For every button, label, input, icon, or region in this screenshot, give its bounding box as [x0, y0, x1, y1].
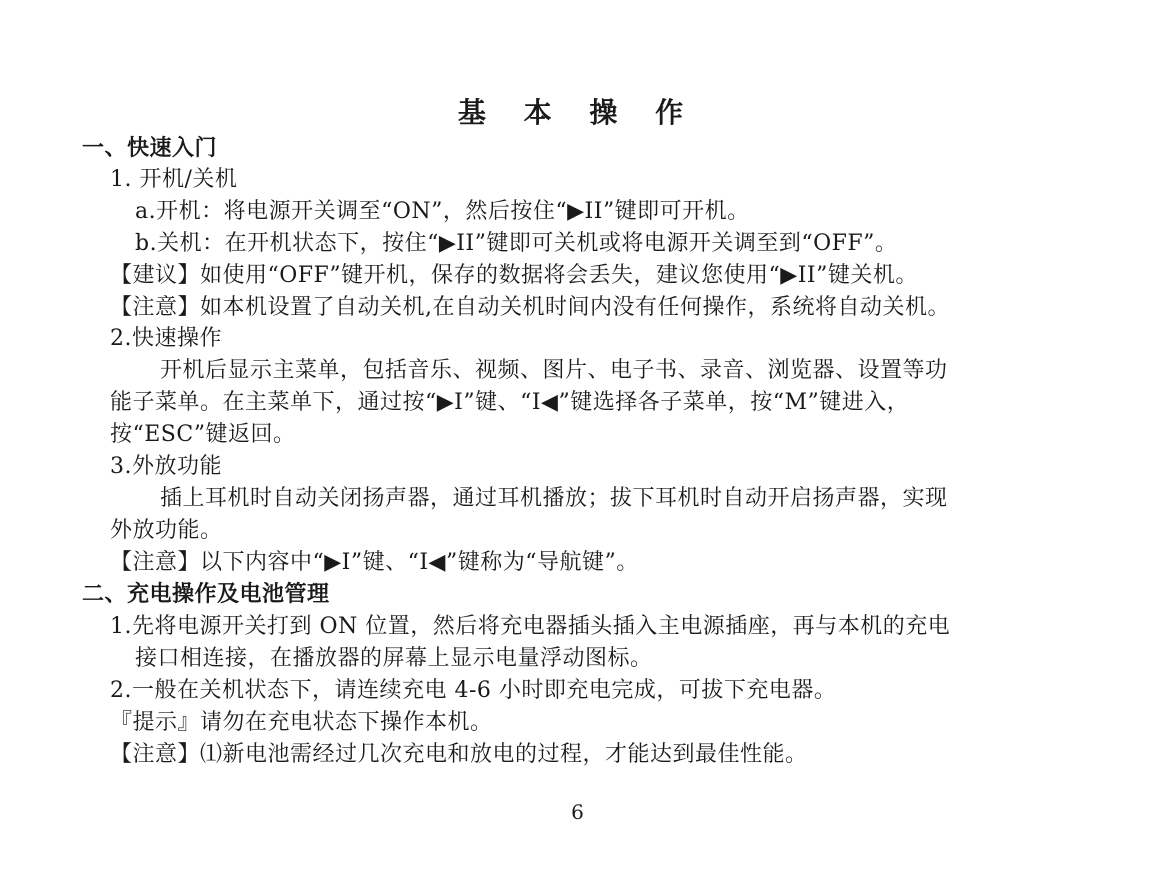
text-note-nav-keys: 【注意】以下内容中“▶I”键、“I◀”键称为“导航键”。 [110, 550, 639, 575]
text-power-on: a.开机：将电源开关调至“ON”，然后按住“▶II”键即可开机。 [135, 199, 750, 224]
paragraph-line: 2.一般在关机状态下，请连续充电 4-6 小时即充电完成，可拔下充电器。 [110, 678, 837, 703]
page-title: 基 本 操 作 [457, 96, 698, 129]
subheading-quick-operation: 2.快速操作 [110, 326, 222, 351]
text-suggestion: 【建议】如使用“OFF”键开机，保存的数据将会丢失，建议您使用“▶II”键关机。 [110, 263, 918, 288]
paragraph-line: 按“ESC”键返回。 [110, 422, 296, 447]
paragraph-line: 插上耳机时自动关闭扬声器，通过耳机播放；拔下耳机时自动开启扬声器，实现 [160, 486, 948, 511]
subheading-power: 1. 开机/关机 [110, 167, 238, 192]
paragraph-line: 1.先将电源开关打到 ON 位置，然后将充电器插头插入主电源插座，再与本机的充电 [110, 614, 951, 639]
paragraph-line: 开机后显示主菜单，包括音乐、视频、图片、电子书、录音、浏览器、设置等功 [160, 358, 948, 383]
text-note-auto-off: 【注意】如本机设置了自动关机,在自动关机时间内没有任何操作，系统将自动关机。 [110, 295, 950, 320]
subheading-speaker: 3.外放功能 [110, 454, 222, 479]
text-tip: 『提示』请勿在充电状态下操作本机。 [110, 710, 493, 735]
text-power-off: b.关机：在开机状态下，按住“▶II”键即可关机或将电源开关调至到“OFF”。 [135, 231, 898, 256]
section-heading-charging: 二、充电操作及电池管理 [82, 582, 330, 607]
text-note-battery: 【注意】⑴新电池需经过几次充电和放电的过程，才能达到最佳性能。 [110, 742, 808, 767]
paragraph-line: 能子菜单。在主菜单下，通过按“▶I”键、“I◀”键选择各子菜单，按“M”键进入， [110, 390, 910, 415]
paragraph-line: 接口相连接，在播放器的屏幕上显示电量浮动图标。 [135, 646, 653, 671]
page-number: 6 [571, 800, 584, 824]
paragraph-line: 外放功能。 [110, 518, 223, 543]
section-heading-quick-start: 一、快速入门 [82, 136, 218, 161]
